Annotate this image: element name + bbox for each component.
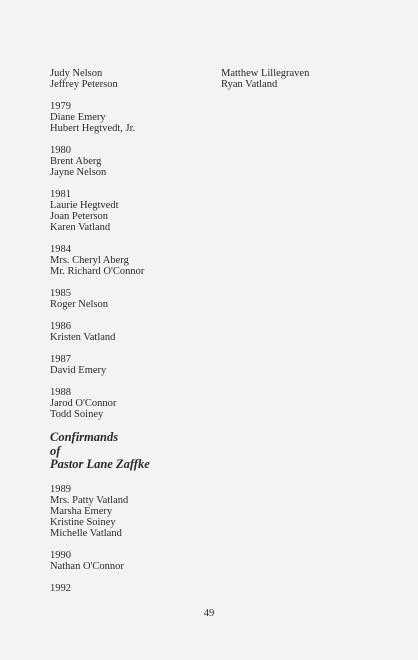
section-heading bbox=[50, 431, 220, 472]
name-line: Ryan Vatland bbox=[221, 79, 278, 90]
name-line: Hubert Hegtvedt, Jr. bbox=[50, 123, 136, 134]
name-line: Todd Soiney bbox=[50, 409, 104, 420]
year-group-1985 bbox=[50, 288, 220, 310]
heading-line: Confirmands bbox=[50, 430, 119, 444]
page-number: 49 bbox=[203, 608, 215, 619]
year-label: 1989 bbox=[50, 483, 71, 495]
right-column bbox=[221, 68, 391, 90]
name-line: David Emery bbox=[50, 365, 107, 376]
name-line: Marsha Emery bbox=[50, 505, 113, 517]
name-line: Kristen Vatland bbox=[50, 332, 116, 343]
year-label: 1986 bbox=[50, 321, 71, 332]
name-line: Jayne Nelson bbox=[50, 167, 107, 178]
year-group-1988 bbox=[50, 387, 220, 420]
name-line: Diane Emery bbox=[50, 112, 106, 123]
name-line: Jarod O'Connor bbox=[50, 398, 117, 409]
year-group-1992 bbox=[50, 583, 220, 594]
heading-line: of bbox=[50, 443, 61, 458]
year-label: 1992 bbox=[50, 582, 71, 594]
year-group-1990 bbox=[50, 550, 220, 572]
year-label: 1987 bbox=[50, 354, 71, 365]
name-line: Mrs. Patty Vatland bbox=[50, 494, 129, 506]
name-line: Nathan O'Connor bbox=[50, 560, 124, 572]
heading-line: Pastor Lane Zaffke bbox=[50, 457, 150, 471]
year-label: 1984 bbox=[50, 244, 71, 255]
name-line: Mr. Richard O'Connor bbox=[50, 266, 145, 277]
year-label: 1988 bbox=[50, 387, 71, 398]
year-group-1984 bbox=[50, 244, 220, 277]
year-label: 1979 bbox=[50, 101, 71, 112]
year-group-1979 bbox=[50, 101, 220, 134]
year-label: 1990 bbox=[50, 549, 71, 561]
name-line: Mrs. Cheryl Aberg bbox=[50, 255, 129, 266]
year-group-1981 bbox=[50, 189, 220, 233]
name-line: Brent Aberg bbox=[50, 156, 102, 167]
name-line: Laurie Hegtvedt bbox=[50, 200, 119, 211]
left-column bbox=[50, 68, 220, 605]
year-label: 1981 bbox=[50, 189, 71, 200]
year-group-1986 bbox=[50, 321, 220, 343]
year-group-1989 bbox=[50, 484, 220, 539]
name-line: Jeffrey Peterson bbox=[50, 79, 118, 90]
name-line: Joan Peterson bbox=[50, 211, 109, 222]
name-line: Michelle Vatland bbox=[50, 527, 122, 539]
year-group-1980 bbox=[50, 145, 220, 178]
name-line: Kristine Soiney bbox=[50, 516, 116, 528]
year-label: 1980 bbox=[50, 145, 71, 156]
year-label: 1985 bbox=[50, 288, 71, 299]
name-line: Matthew Lillegraven bbox=[221, 68, 310, 79]
name-line: Roger Nelson bbox=[50, 299, 109, 310]
year-group-1987 bbox=[50, 354, 220, 376]
name-line: Karen Vatland bbox=[50, 222, 111, 233]
name-line: Judy Nelson bbox=[50, 68, 103, 79]
intro-group bbox=[50, 68, 220, 90]
